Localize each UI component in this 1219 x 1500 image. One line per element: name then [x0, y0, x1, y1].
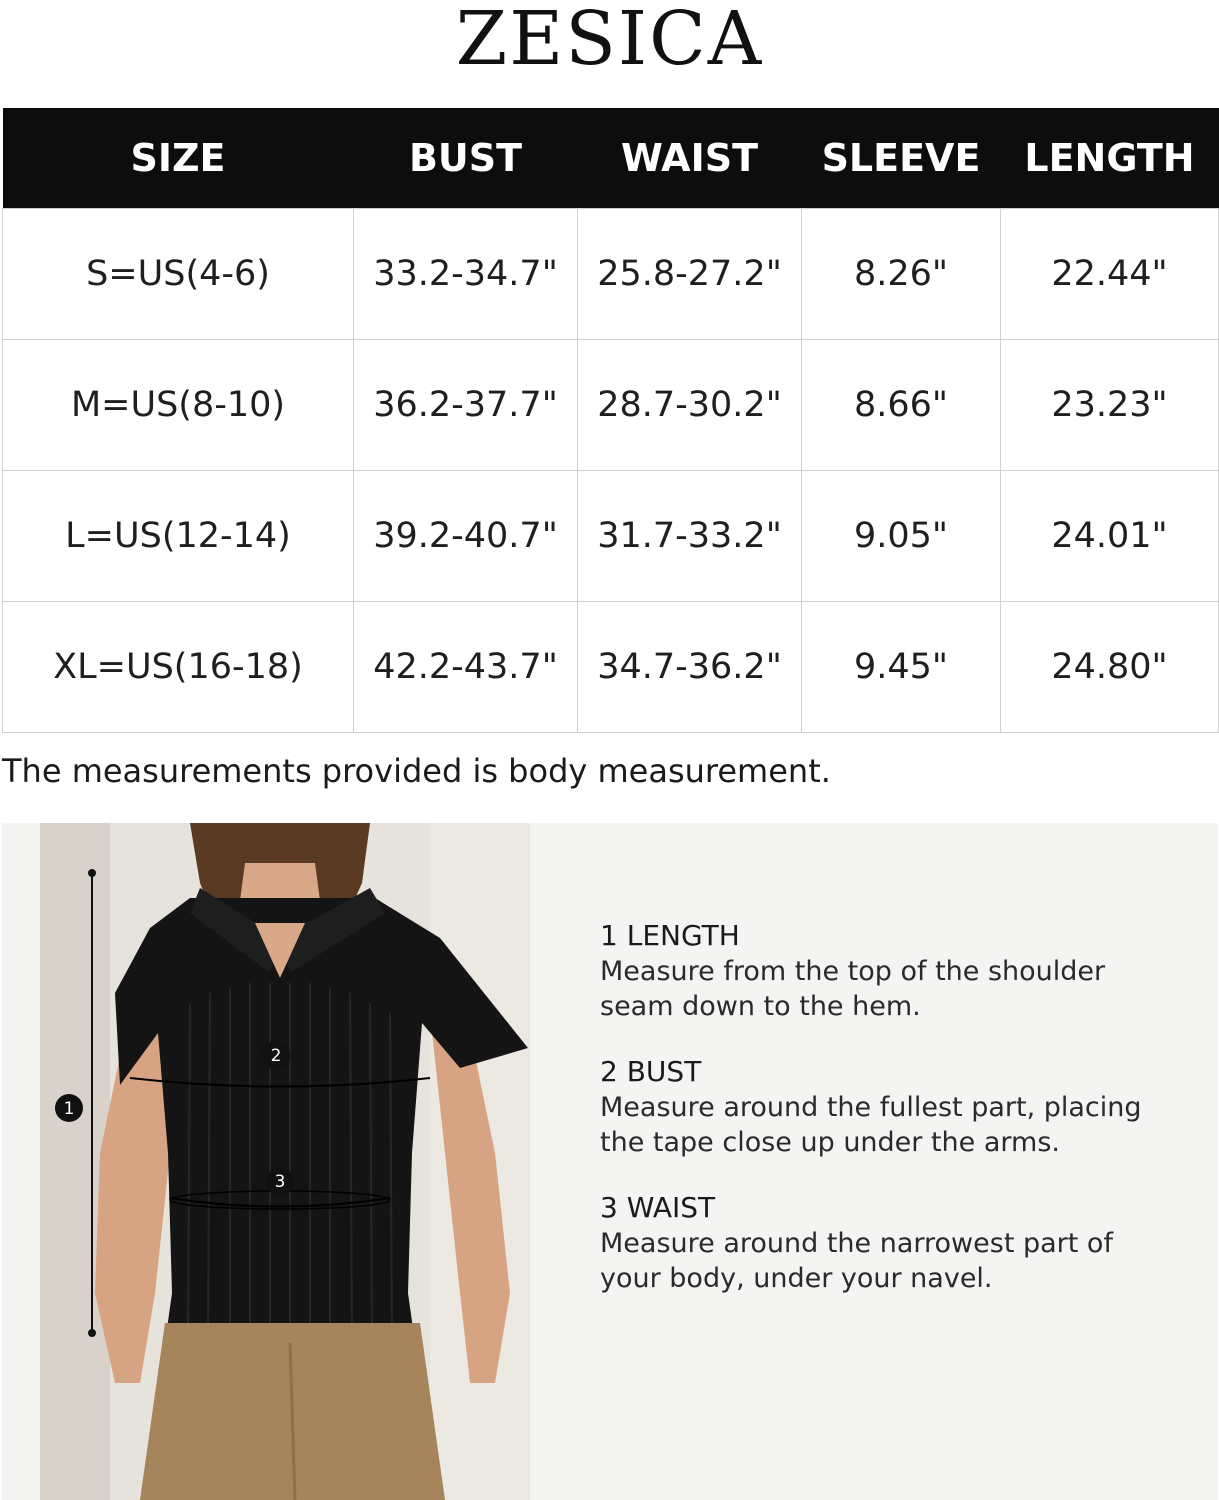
- marker-1-label: 1: [63, 1099, 75, 1119]
- size-cell: L=US(12-14): [3, 471, 354, 602]
- sleeve-cell: 8.66": [802, 340, 1001, 471]
- size-chart-table: [2, 108, 1219, 733]
- waist-cell: 25.8-27.2": [578, 209, 802, 340]
- step-title: 2 BUST: [600, 1055, 702, 1088]
- step-description-line: the tape close up under the arms.: [600, 1127, 1060, 1158]
- measurement-note: The measurements provided is body measurement.: [2, 752, 831, 790]
- length-cell: 24.01": [1001, 471, 1219, 602]
- sleeve-cell: 8.26": [802, 209, 1001, 340]
- marker-3-label: 3: [274, 1172, 286, 1192]
- step-description-line: seam down to the hem.: [600, 991, 921, 1022]
- step-title: 3 WAIST: [600, 1191, 716, 1224]
- table-row: [3, 340, 1219, 471]
- bust-cell: 42.2-43.7": [354, 602, 578, 733]
- bust-cell: 39.2-40.7": [354, 471, 578, 602]
- sleeve-cell: 9.05": [802, 471, 1001, 602]
- table-row: [3, 471, 1219, 602]
- table-row: [3, 209, 1219, 340]
- step-description-line: your body, under your navel.: [600, 1263, 993, 1294]
- sleeve-cell: 9.45": [802, 602, 1001, 733]
- header-size: SIZE: [3, 108, 354, 209]
- model-illustration: [40, 823, 530, 1500]
- length-cell: 23.23": [1001, 340, 1219, 471]
- size-cell: M=US(8-10): [3, 340, 354, 471]
- size-cell: S=US(4-6): [3, 209, 354, 340]
- brand-name: ZESICA: [455, 0, 764, 82]
- step-bust: [600, 1054, 1200, 1160]
- table-header-row: [3, 108, 1219, 209]
- table-row: [3, 602, 1219, 733]
- bust-cell: 33.2-34.7": [354, 209, 578, 340]
- header-waist: WAIST: [578, 108, 802, 209]
- header-bust: BUST: [354, 108, 578, 209]
- brand-logo: [0, 0, 1219, 100]
- length-cell: 24.80": [1001, 602, 1219, 733]
- marker-waist: [266, 1167, 294, 1195]
- step-description-line: Measure around the fullest part, placing: [600, 1092, 1142, 1123]
- header-length: LENGTH: [1001, 108, 1219, 209]
- header-sleeve: SLEEVE: [802, 108, 1001, 209]
- measurement-guide: [2, 823, 1218, 1500]
- waist-cell: 28.7-30.2": [578, 340, 802, 471]
- length-cell: 22.44": [1001, 209, 1219, 340]
- size-cell: XL=US(16-18): [3, 602, 354, 733]
- step-title: 1 LENGTH: [600, 919, 740, 952]
- waist-cell: 31.7-33.2": [578, 471, 802, 602]
- waist-cell: 34.7-36.2": [578, 602, 802, 733]
- step-description-line: Measure around the narrowest part of: [600, 1228, 1113, 1259]
- model-photo: [40, 823, 530, 1500]
- marker-2-label: 2: [270, 1046, 282, 1066]
- step-length: [600, 918, 1200, 1024]
- step-waist: [600, 1190, 1200, 1296]
- marker-bust: [262, 1041, 290, 1069]
- step-description-line: Measure from the top of the shoulder: [600, 956, 1106, 987]
- bust-cell: 36.2-37.7": [354, 340, 578, 471]
- measurement-steps: [600, 918, 1200, 1326]
- marker-length: [55, 1094, 83, 1122]
